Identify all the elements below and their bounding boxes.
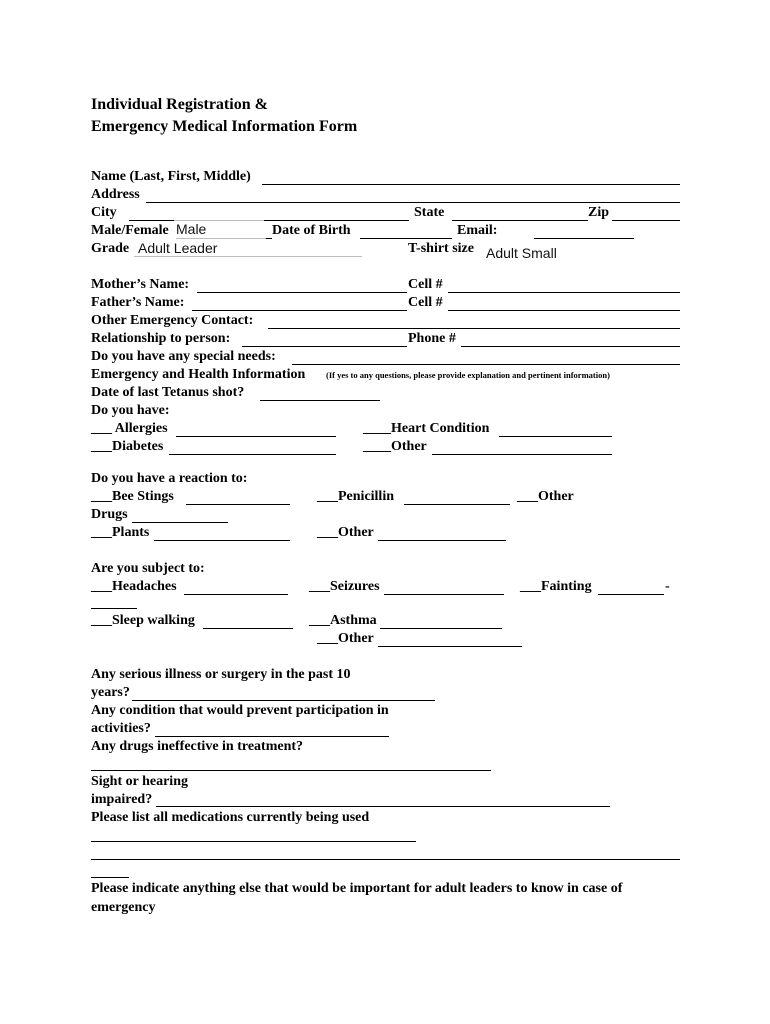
name-field[interactable]	[262, 184, 680, 185]
plants-label: ___Plants	[91, 525, 150, 540]
other-contact-label: Other Emergency Contact:	[91, 313, 254, 328]
phone-field[interactable]	[461, 346, 680, 347]
email-field[interactable]	[534, 238, 634, 239]
father-name-field[interactable]	[192, 310, 407, 311]
sight-label-line-1: Sight or hearing	[91, 774, 188, 789]
anything-else-label-line-2: emergency	[91, 900, 156, 915]
email-label: Email:	[457, 223, 498, 238]
cell-label-2: Cell #	[408, 295, 443, 310]
condition-label-line-2: activities?	[91, 721, 151, 736]
zip-label: Zip	[588, 205, 610, 220]
other-subject-field[interactable]	[378, 646, 522, 647]
name-label: Name (Last, First, Middle)	[91, 169, 251, 184]
grade-label: Grade	[91, 241, 130, 256]
illness-field[interactable]	[132, 700, 435, 701]
tetanus-label: Date of last Tetanus shot?	[91, 385, 245, 400]
sight-label-line-2: impaired?	[91, 792, 153, 807]
sex-field[interactable]	[176, 238, 266, 239]
sleep-walking-label: ___Sleep walking	[91, 613, 195, 628]
diabetes-label: ___Diabetes	[91, 439, 164, 454]
dob-field[interactable]	[360, 238, 452, 239]
zip-field[interactable]	[612, 220, 680, 221]
mother-label: Mother’s Name:	[91, 277, 190, 292]
address-field[interactable]	[146, 202, 680, 203]
special-needs-label: Do you have any special needs:	[91, 349, 276, 364]
city-field-part-1[interactable]	[129, 220, 174, 221]
fainting-dash: -	[665, 579, 670, 594]
illness-label-line-1: Any serious illness or surgery in the past 10	[91, 667, 351, 682]
drugs-ineffective-field[interactable]	[91, 770, 491, 771]
relationship-label: Relationship to person:	[91, 331, 231, 346]
asthma-field[interactable]	[380, 628, 502, 629]
bee-stings-label: ___Bee Stings	[91, 489, 174, 504]
fainting-field[interactable]	[598, 594, 664, 595]
reaction-label: Do you have a reaction to:	[91, 471, 248, 486]
grade-field[interactable]	[134, 256, 362, 257]
form-title-line-1: Individual Registration &	[91, 96, 268, 113]
diabetes-field[interactable]	[169, 454, 336, 455]
other-contact-field[interactable]	[268, 328, 680, 329]
grade-value[interactable]: Adult Leader	[138, 240, 218, 256]
mother-name-field[interactable]	[197, 292, 407, 293]
illness-label-line-2: years?	[91, 685, 130, 700]
penicillin-label: ___Penicillin	[317, 489, 394, 504]
asthma-label: ___Asthma	[309, 613, 377, 628]
father-label: Father’s Name:	[91, 295, 185, 310]
mother-cell-field[interactable]	[448, 292, 680, 293]
medications-label: Please list all medications currently being used	[91, 810, 370, 825]
father-cell-field[interactable]	[448, 310, 680, 311]
headaches-label: ___Headaches	[91, 579, 177, 594]
subject-label: Are you subject to:	[91, 561, 205, 576]
other-drugs-label: ___Other	[517, 489, 574, 504]
penicillin-field[interactable]	[404, 504, 510, 505]
sleep-walking-field[interactable]	[203, 628, 293, 629]
special-needs-field[interactable]	[292, 364, 680, 365]
health-info-note: (If yes to any questions, please provide explanation and pertinent information)	[326, 370, 610, 380]
drugs-field[interactable]	[132, 522, 228, 523]
other-reaction-label: ___Other	[317, 525, 374, 540]
address-label: Address	[91, 187, 140, 202]
medications-field-line-1[interactable]	[91, 841, 416, 842]
state-field[interactable]	[452, 220, 588, 221]
fainting-field-continued[interactable]	[91, 608, 137, 609]
tshirt-value[interactable]: Adult Small	[486, 245, 557, 261]
other-reaction-field[interactable]	[378, 540, 506, 541]
heart-condition-field[interactable]	[499, 436, 612, 437]
state-label: State	[414, 205, 445, 220]
condition-field[interactable]	[155, 736, 389, 737]
fainting-label: ___Fainting	[520, 579, 592, 594]
relationship-field[interactable]	[242, 346, 407, 347]
do-you-have-label: Do you have:	[91, 403, 170, 418]
other-condition-field[interactable]	[432, 454, 612, 455]
tshirt-label: T-shirt size	[408, 241, 474, 256]
medications-field-line-3[interactable]	[91, 877, 129, 878]
plants-field[interactable]	[154, 540, 290, 541]
other-condition-label: ____Other	[363, 439, 427, 454]
allergies-label: ___ Allergies	[91, 421, 168, 436]
form-title-line-2: Emergency Medical Information Form	[91, 118, 358, 135]
medications-field-line-2[interactable]	[91, 859, 680, 860]
other-subject-label: ___Other	[317, 631, 374, 646]
phone-label: Phone #	[408, 331, 456, 346]
sex-label: Male/Female	[91, 223, 169, 238]
anything-else-label-line-1: Please indicate anything else that would be important for adult leaders to know in case of	[91, 881, 623, 896]
sex-value[interactable]: Male	[176, 221, 207, 237]
dob-label: Date of Birth	[272, 223, 351, 238]
condition-label-line-1: Any condition that would prevent participation in	[91, 703, 389, 718]
heart-condition-label: ____Heart Condition	[363, 421, 490, 436]
sight-field[interactable]	[156, 806, 610, 807]
drugs-ineffective-label: Any drugs ineffective in treatment?	[91, 739, 304, 754]
allergies-field[interactable]	[176, 436, 336, 437]
seizures-label: ___Seizures	[309, 579, 380, 594]
drugs-label: Drugs	[91, 507, 128, 522]
city-field-part-3[interactable]	[264, 220, 409, 221]
tetanus-field[interactable]	[260, 400, 380, 401]
seizures-field[interactable]	[384, 594, 504, 595]
bee-stings-field[interactable]	[186, 504, 290, 505]
health-info-heading: Emergency and Health Information	[91, 367, 306, 382]
cell-label-1: Cell #	[408, 277, 443, 292]
city-label: City	[91, 205, 117, 220]
headaches-field[interactable]	[184, 594, 288, 595]
